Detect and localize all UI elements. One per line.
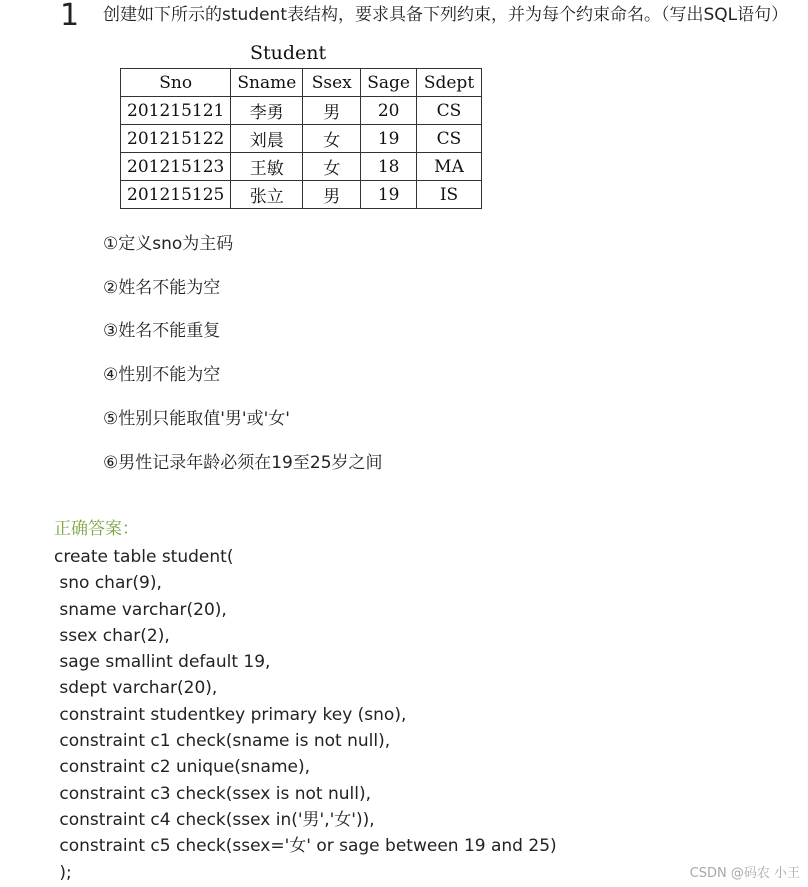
table-header-row	[121, 69, 482, 97]
code-line: constraint c3 check(ssex is not null),	[54, 783, 371, 804]
student-table	[120, 68, 482, 209]
table-row	[121, 125, 482, 153]
constraint-item-4: ④性别不能为空	[103, 365, 221, 385]
constraint-item-1: ①定义sno为主码	[103, 234, 234, 254]
cell-ssex: 男	[303, 97, 361, 125]
constraint-item-5: ⑤性别只能取值'男'或'女'	[103, 409, 290, 429]
cell-sdept: CS	[417, 125, 482, 153]
cell-sdept: IS	[417, 181, 482, 209]
column-header-ssex: Ssex	[303, 69, 361, 97]
constraint-item-6: ⑥男性记录年龄必须在19至25岁之间	[103, 453, 383, 473]
cell-sno: 201215122	[121, 125, 231, 153]
cell-ssex: 男	[303, 181, 361, 209]
cell-sage: 19	[361, 125, 417, 153]
code-line: constraint c5 check(ssex='女' or sage between 19 and 25)	[54, 836, 557, 857]
cell-ssex: 女	[303, 125, 361, 153]
cell-sage: 20	[361, 97, 417, 125]
column-header-sdept: Sdept	[417, 69, 482, 97]
answer-label: 正确答案：	[54, 519, 139, 539]
cell-sage: 19	[361, 181, 417, 209]
question-text: 创建如下所示的student表结构，要求具备下列约束，并为每个约束命名。（写出SQL语句）	[103, 5, 789, 25]
cell-sno: 201215123	[121, 153, 231, 181]
column-header-sname: Sname	[231, 69, 303, 97]
table-row	[121, 181, 482, 209]
code-line: constraint c1 check(sname is not null),	[54, 731, 391, 752]
cell-sname: 李勇	[231, 97, 303, 125]
cell-ssex: 女	[303, 153, 361, 181]
table-row	[121, 97, 482, 125]
code-line: ssex char(2),	[54, 625, 170, 646]
cell-sdept: MA	[417, 153, 482, 181]
cell-sno: 201215125	[121, 181, 231, 209]
code-line: sage smallint default 19,	[54, 652, 271, 673]
code-line: constraint c2 unique(sname),	[54, 757, 311, 778]
code-line: sdept varchar(20),	[54, 678, 218, 699]
constraint-item-2: ②姓名不能为空	[103, 278, 221, 298]
csdn-watermark: CSDN @码农 小王	[689, 866, 800, 881]
table-title: Student	[250, 42, 327, 64]
cell-sno: 201215121	[121, 97, 231, 125]
cell-sname: 刘晨	[231, 125, 303, 153]
code-line: );	[54, 862, 72, 883]
code-line: sno char(9),	[54, 573, 162, 594]
cell-sname: 张立	[231, 181, 303, 209]
code-line: sname varchar(20),	[54, 599, 227, 620]
column-header-sno: Sno	[121, 69, 231, 97]
code-line: create table student(	[54, 547, 234, 567]
cell-sage: 18	[361, 153, 417, 181]
table-row	[121, 153, 482, 181]
cell-sdept: CS	[417, 97, 482, 125]
constraint-item-3: ③姓名不能重复	[103, 321, 221, 341]
sql-answer-code	[54, 544, 557, 886]
question-number: 1	[60, 0, 80, 33]
cell-sname: 王敏	[231, 153, 303, 181]
column-header-sage: Sage	[361, 69, 417, 97]
code-line: constraint studentkey primary key (sno),	[54, 704, 407, 725]
code-line: constraint c4 check(ssex in('男','女')),	[54, 809, 375, 830]
